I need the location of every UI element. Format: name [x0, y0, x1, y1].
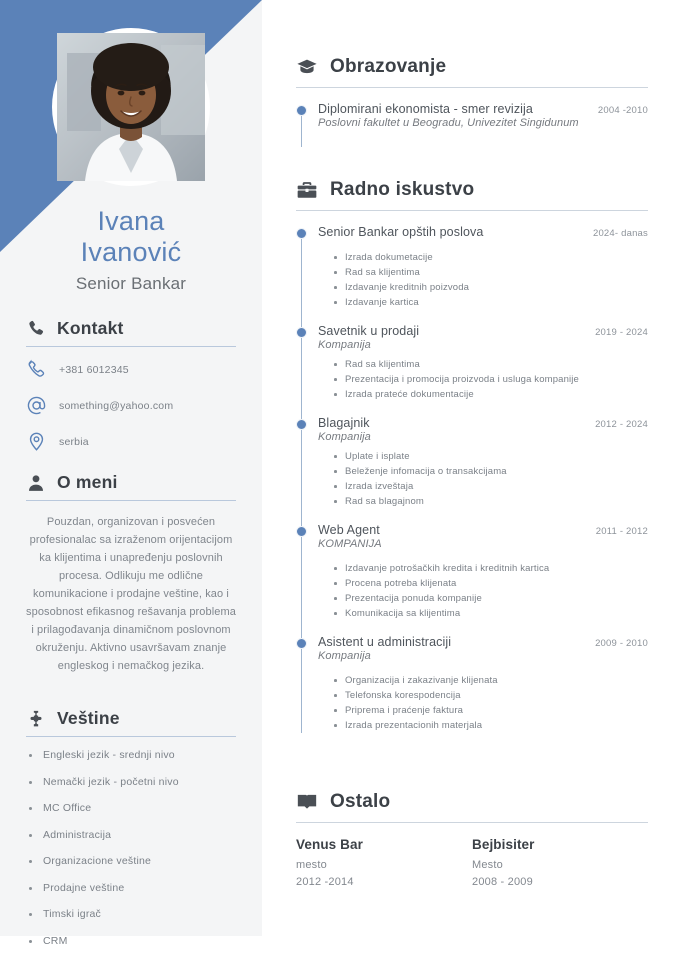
last-name: Ivanović — [80, 237, 182, 267]
experience-entry — [318, 523, 648, 621]
other-entry — [472, 837, 648, 891]
list-item: Procena potreba klijenata — [334, 576, 648, 591]
experience-entry — [318, 635, 648, 733]
list-item: Organizacija i zakazivanje klijenata — [334, 673, 648, 688]
entry-header — [318, 635, 648, 649]
list-item: Beleženje infomacija o transakcijama — [334, 464, 648, 479]
list-item: MC Office — [26, 802, 236, 814]
contact-phone[interactable] — [26, 359, 236, 380]
other-date: 2008 - 2009 — [472, 876, 533, 888]
date-range: 2019 - 2024 — [595, 327, 648, 338]
list-item: Telefonska korespodencija — [334, 688, 648, 703]
phone-value: +381 6012345 — [59, 363, 129, 376]
list-item: Administracija — [26, 829, 236, 841]
institution-name: Poslovni fakultet u Beogradu, Univezitet Singidunum — [318, 117, 579, 129]
location-value: serbia — [59, 435, 89, 448]
education-heading-label: Obrazovanje — [330, 56, 447, 77]
education-entry — [318, 102, 648, 147]
company-name: KOMPANIJA — [318, 538, 382, 550]
responsibility-list — [318, 449, 648, 509]
sidebar — [0, 0, 262, 947]
responsibility-list — [318, 250, 648, 310]
experience-entry — [318, 324, 648, 402]
timeline-dot — [296, 526, 307, 537]
company-name: Kompanija — [318, 339, 371, 351]
location-pin-icon — [26, 431, 47, 452]
experience-timeline — [296, 225, 648, 733]
experience-entry — [318, 225, 648, 310]
graduation-cap-icon — [296, 56, 318, 78]
skills-section — [26, 708, 236, 961]
other-heading-label: Ostalo — [330, 791, 391, 812]
other-title: Venus Bar — [296, 837, 363, 852]
job-title: Senior Bankar — [75, 274, 187, 293]
contact-email[interactable] — [26, 395, 236, 416]
other-section — [296, 791, 648, 891]
other-grid — [296, 837, 648, 891]
responsibility-list — [318, 561, 648, 621]
list-item: Izdavanje kartica — [334, 295, 648, 310]
first-name: Ivana — [97, 206, 165, 236]
date-range: 2024- danas — [592, 228, 648, 239]
email-value: something@yahoo.com — [59, 399, 174, 412]
experience-entry — [318, 416, 648, 509]
job-role: Web Agent — [318, 523, 380, 537]
skills-heading — [26, 708, 236, 729]
other-heading — [296, 791, 648, 813]
divider — [26, 500, 236, 501]
open-book-icon — [296, 791, 318, 813]
list-item: Timski igrač — [26, 908, 236, 920]
other-title: Bejbisiter — [472, 837, 535, 852]
timeline-dot — [296, 327, 307, 338]
list-item: Izdavanje kreditnih poizvoda — [334, 280, 648, 295]
list-item: Rad sa klijentima — [334, 265, 648, 280]
education-heading — [296, 56, 648, 78]
timeline-dot — [296, 638, 307, 649]
entry-header — [318, 416, 648, 430]
briefcase-icon — [296, 179, 318, 201]
list-item: Organizacione veštine — [26, 855, 236, 867]
about-text: Pouzdan, organizovan i posvećen profesionalac sa izraženom orijentacijom ka klijentima i unapređenju poslovnih procesa. Odlikuju me odlične komunikacione i prodajne veštine, kao i sposobnost efikasnog rešavanja problema i prilagođavanja dinamičnom poslovnom okruženju. Aktivno usavršavam znanje engleskog i nemačkog jezika. — [26, 516, 236, 672]
other-place: Mesto — [472, 859, 503, 871]
timeline-dot — [296, 105, 307, 116]
list-item: Prezentacija ponuda kompanije — [334, 591, 648, 606]
list-item: Nemački jezik - početni nivo — [26, 776, 236, 788]
responsibility-list — [318, 673, 648, 733]
skills-list — [26, 749, 236, 947]
other-date: 2012 -2014 — [296, 876, 354, 888]
list-item: Izrada prateće dokumentacije — [334, 387, 648, 402]
responsibility-list — [318, 357, 648, 402]
timeline-dot — [296, 228, 307, 239]
divider — [26, 346, 236, 347]
other-entry — [296, 837, 472, 891]
list-item: CRM — [26, 935, 236, 947]
profile-photo — [57, 33, 205, 181]
divider — [296, 210, 648, 211]
date-range: 2011 - 2012 — [595, 526, 648, 537]
entry-header — [318, 225, 648, 239]
other-place: mesto — [296, 859, 327, 871]
job-role: Senior Bankar opštih poslova — [318, 225, 484, 239]
education-timeline — [296, 102, 648, 147]
timeline-dot — [296, 419, 307, 430]
company-name: Kompanija — [318, 650, 371, 662]
divider — [26, 736, 236, 737]
job-role: Savetnik u prodaji — [318, 324, 420, 338]
degree-title: Diplomirani ekonomista - smer revizija — [318, 102, 533, 116]
date-range: 2012 - 2024 — [595, 419, 648, 430]
about-heading — [26, 472, 236, 493]
list-item: Komunikacija sa klijentima — [334, 606, 648, 621]
list-item: Priprema i praćenje faktura — [334, 703, 648, 718]
contact-heading — [26, 318, 236, 339]
person-icon — [26, 473, 46, 493]
list-item: Rad sa klijentima — [334, 357, 648, 372]
date-range: 2004 -2010 — [597, 105, 648, 116]
list-item: Izrada dokumetacije — [334, 250, 648, 265]
list-item: Prodajne veštine — [26, 882, 236, 894]
list-item: Engleski jezik - srednji nivo — [26, 749, 236, 761]
list-item: Uplate i isplate — [334, 449, 648, 464]
date-range: 2009 - 2010 — [595, 638, 648, 649]
about-heading-label: O meni — [57, 472, 118, 492]
education-section — [296, 56, 648, 147]
job-role: Asistent u administraciji — [318, 635, 452, 649]
phone-icon — [26, 319, 46, 339]
list-item: Izdavanje potrošačkih kredita i kreditnih kartica — [334, 561, 648, 576]
list-item: Rad sa blagajnom — [334, 494, 648, 509]
about-section — [26, 472, 236, 675]
contact-section — [26, 318, 236, 467]
email-at-icon — [26, 395, 47, 416]
contact-location[interactable] — [26, 431, 236, 452]
experience-heading — [296, 179, 648, 201]
divider — [296, 87, 648, 88]
puzzle-piece-icon — [26, 709, 46, 729]
entry-header — [318, 324, 648, 338]
job-role: Blagajnik — [318, 416, 370, 430]
experience-section — [296, 179, 648, 733]
phone-handset-icon — [26, 359, 47, 380]
list-item: Izrada prezentacionih materjala — [334, 718, 648, 733]
person-name — [0, 206, 262, 294]
skills-heading-label: Veštine — [57, 708, 120, 728]
company-name: Kompanija — [318, 431, 371, 443]
contact-heading-label: Kontakt — [57, 318, 124, 338]
main-column — [296, 0, 648, 891]
list-item: Izrada izveštaja — [334, 479, 648, 494]
entry-header — [318, 523, 648, 537]
avatar — [52, 28, 210, 186]
divider — [296, 822, 648, 823]
list-item: Prezentacija i promocija proizvoda i usluga kompanije — [334, 372, 648, 387]
entry-header — [318, 102, 648, 116]
experience-heading-label: Radno iskustvo — [330, 179, 475, 200]
